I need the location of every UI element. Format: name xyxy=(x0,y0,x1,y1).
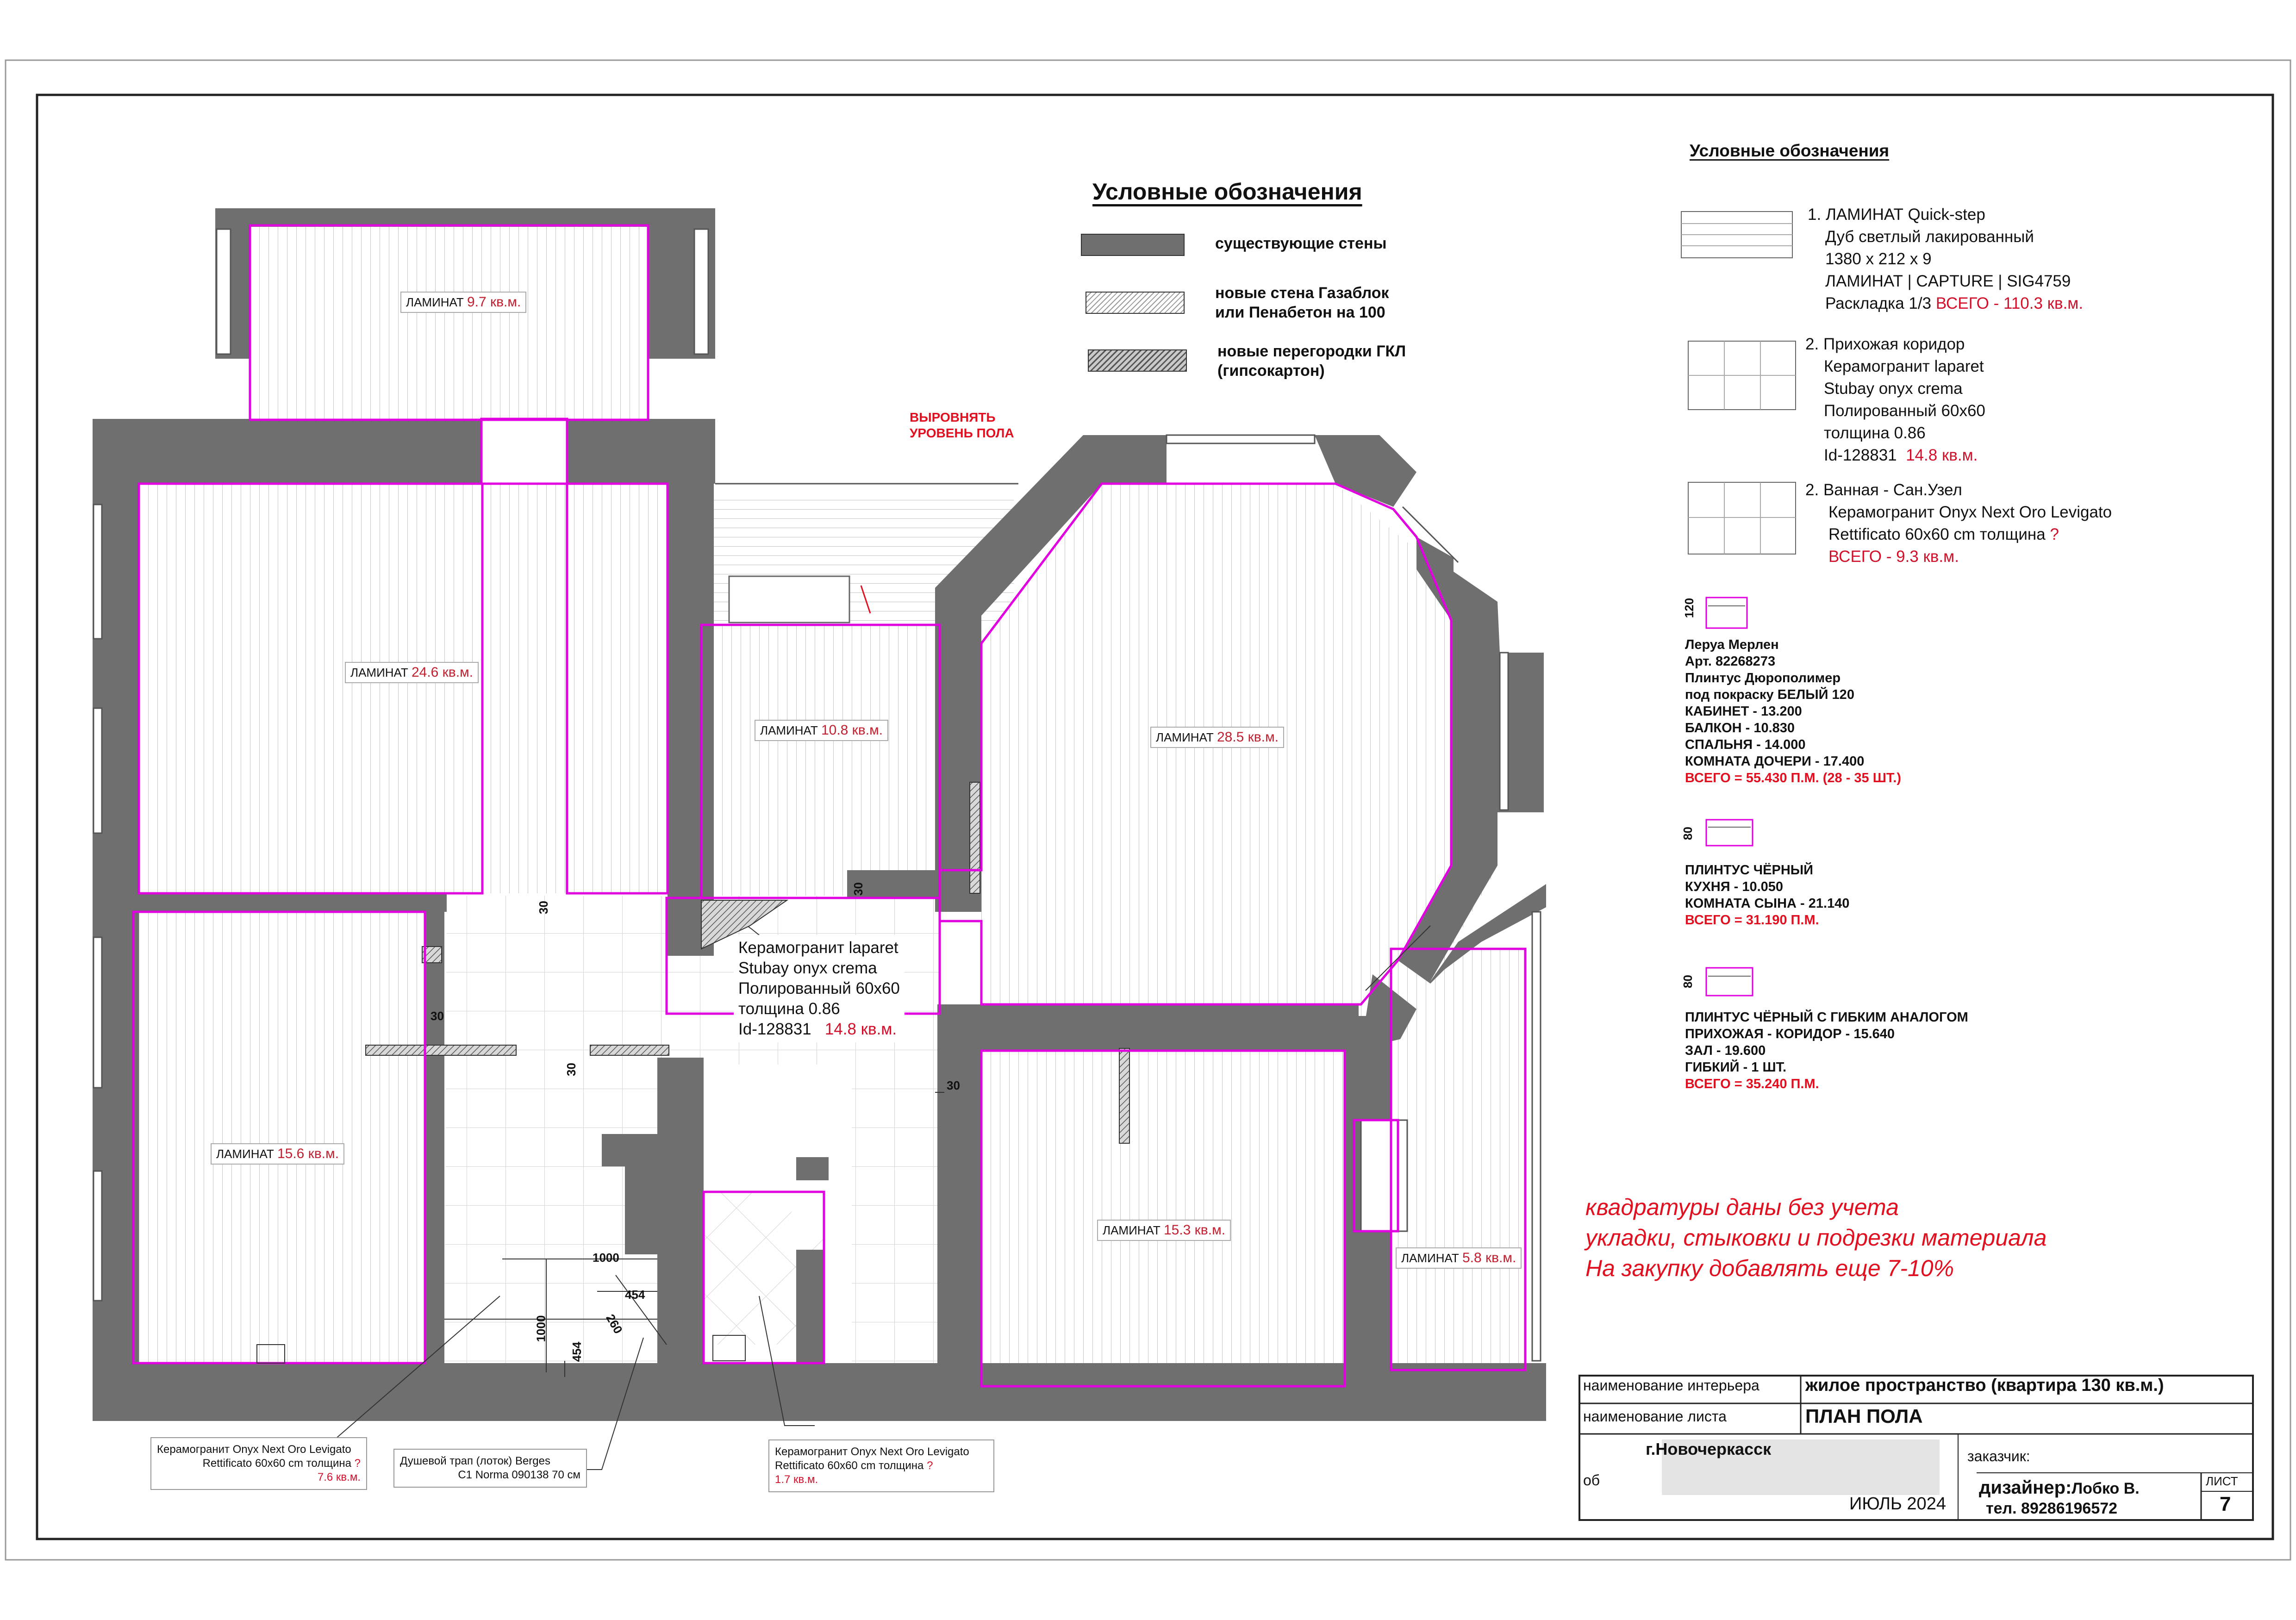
callout-bath-tile: Керамогранит Onyx Next Oro Levigato Rettificato 60x60 cm толщина ? 7.6 кв.м. xyxy=(150,1437,367,1490)
tb-interior-value: жилое пространство (квартира 130 кв.м.) xyxy=(1805,1376,2164,1395)
room-label-5-8: ЛАМИНАТ 5.8 кв.м. xyxy=(1396,1247,1522,1269)
skirting-white-list: Леруа Мерлен Арт. 82268273 Плинтус Дюрополимер под покраску БЕЛЫЙ 120 КАБИНЕТ - 13.200 БАЛКОН - 10.830 СПАЛЬНЯ - 14.000 КОМНАТА ДОЧЕРИ - 17.400 ВСЕГО = 55.430 П.М. (28 - 35 ШТ.) xyxy=(1685,637,1902,785)
dim-30-d: 30 xyxy=(564,1063,578,1076)
tb-object-prefix: об xyxy=(1583,1472,1600,1489)
tb-sheet-value: ПЛАН ПОЛА xyxy=(1805,1405,1923,1427)
tb-customer-label: заказчик: xyxy=(1967,1448,2030,1464)
tb-city: г.Новочеркасск xyxy=(1646,1439,1772,1458)
skirting-flexible-list: ПЛИНТУС ЧЁРНЫЙ С ГИБКИМ АНАЛОГОМ ПРИХОЖАЯ - КОРИДОР - 15.640 ЗАЛ - 19.600 ГИБКИЙ - 1 ШТ. ВСЕГО = 35.240 П.М. xyxy=(1685,1010,1968,1091)
dim-260: 260 xyxy=(603,1311,625,1336)
legend-existing-walls: существующие стены xyxy=(1215,235,1387,252)
level-floor-warning: ВЫРОВНЯТЬ УРОВЕНЬ ПОЛА xyxy=(910,410,1014,440)
material-bath-tile: 2. Ванная - Сан.Узел Керамогранит Onyx Next Oro Levigato Rettificato 60x60 cm толщина ? ВСЕГО - 9.3 кв.м. xyxy=(1805,481,2112,566)
callout-shower-drain: Душевой трап (лоток) Berges C1 Norma 090138 70 см xyxy=(393,1449,587,1488)
skirting-80-profile-b xyxy=(1685,965,1759,1000)
dim-454-h: 454 xyxy=(625,1288,645,1302)
room-label-15-6: ЛАМИНАТ 15.6 кв.м. xyxy=(211,1143,344,1165)
existing-walls-swatch xyxy=(1081,234,1185,256)
legend-new-walls-2: или Пенабетон на 100 xyxy=(1215,304,1385,321)
tb-phone: тел. 89286196572 xyxy=(1986,1500,2118,1517)
tb-date: ИЮЛЬ 2024 xyxy=(1849,1494,1946,1514)
dim-1000-v: 1000 xyxy=(534,1315,548,1342)
dim-30-a: 30 xyxy=(536,901,550,914)
tb-sheet-no: 7 xyxy=(2220,1493,2231,1515)
gkl-swatch xyxy=(1088,349,1187,372)
tb-sheet-label: наименование листа xyxy=(1583,1408,1727,1425)
dim-30-b: 30 xyxy=(851,882,865,896)
skirting-black-list: ПЛИНТУС ЧЁРНЫЙ КУХНЯ - 10.050 КОМНАТА СЫНА - 21.140 ВСЕГО = 31.190 П.М. xyxy=(1685,863,1850,928)
dim-30-c: 30 xyxy=(430,1009,444,1023)
new-walls-swatch xyxy=(1086,292,1185,314)
skirting-80-height-a: 80 xyxy=(1680,827,1695,840)
legend-gkl-2: (гипсокартон) xyxy=(1217,362,1325,380)
tb-designer: дизайнер:Лобко В. xyxy=(1979,1477,2140,1498)
material-hall-tile: 2. Прихожая коридор Керамогранит laparet Stubay onyx crema Полированный 60x60 толщина 0.86 Id-128831 14.8 кв.м. xyxy=(1805,335,1985,464)
hall-tile-swatch xyxy=(1687,340,1798,412)
area-note: квадратуры даны без учета укладки, стыковки и подрезки материала На закупку добавлять еще 7-10% xyxy=(1585,1194,2047,1281)
dim-454-v: 454 xyxy=(570,1341,584,1362)
legend-gkl-1: новые перегородки ГКЛ xyxy=(1217,343,1406,360)
dim-30-e: 30 xyxy=(947,1078,960,1092)
materials-title: Условные обозначения xyxy=(1690,141,1890,160)
legend-new-walls-1: новые стена Газаблок xyxy=(1215,284,1389,302)
room-label-15-3: ЛАМИНАТ 15.3 кв.м. xyxy=(1097,1220,1231,1241)
skirting-120-height: 120 xyxy=(1682,598,1697,618)
dim-1000-h: 1000 xyxy=(593,1251,619,1265)
room-label-24-6: ЛАМИНАТ 24.6 кв.м. xyxy=(345,662,479,683)
tb-interior-label: наименование интерьера xyxy=(1583,1377,1759,1394)
room-label-10-8: ЛАМИНАТ 10.8 кв.м. xyxy=(755,720,888,741)
hall-tile-label: Керамогранит laparet Stubay onyx crema Полированный 60x60 толщина 0.86 Id-128831 14.8 кв.м. xyxy=(734,935,905,1042)
room-label-9-7: ЛАМИНАТ 9.7 кв.м. xyxy=(400,292,526,313)
skirting-80-height-b: 80 xyxy=(1680,975,1695,988)
material-laminate: 1. ЛАМИНАТ Quick-step Дуб светлый лакированный 1380 x 212 x 9 ЛАМИНАТ | CAPTURE | SIG4759 Раскладка 1/3 ВСЕГО - 110.3 кв.м. xyxy=(1808,206,2084,312)
bath-tile-swatch xyxy=(1687,481,1798,555)
floors xyxy=(133,225,1525,1386)
laminate-swatch xyxy=(1680,211,1796,262)
tb-sheet-no-label: ЛИСТ xyxy=(2206,1474,2238,1488)
callout-wc-tile: Керамогранит Onyx Next Oro Levigato Rettificato 60x60 cm толщина ? 1.7 кв.м. xyxy=(768,1439,994,1492)
room-label-28-5: ЛАМИНАТ 28.5 кв.м. xyxy=(1150,727,1284,748)
skirting-80-profile-a xyxy=(1685,817,1759,849)
legend-title: Условные обозначения xyxy=(1092,179,1362,205)
